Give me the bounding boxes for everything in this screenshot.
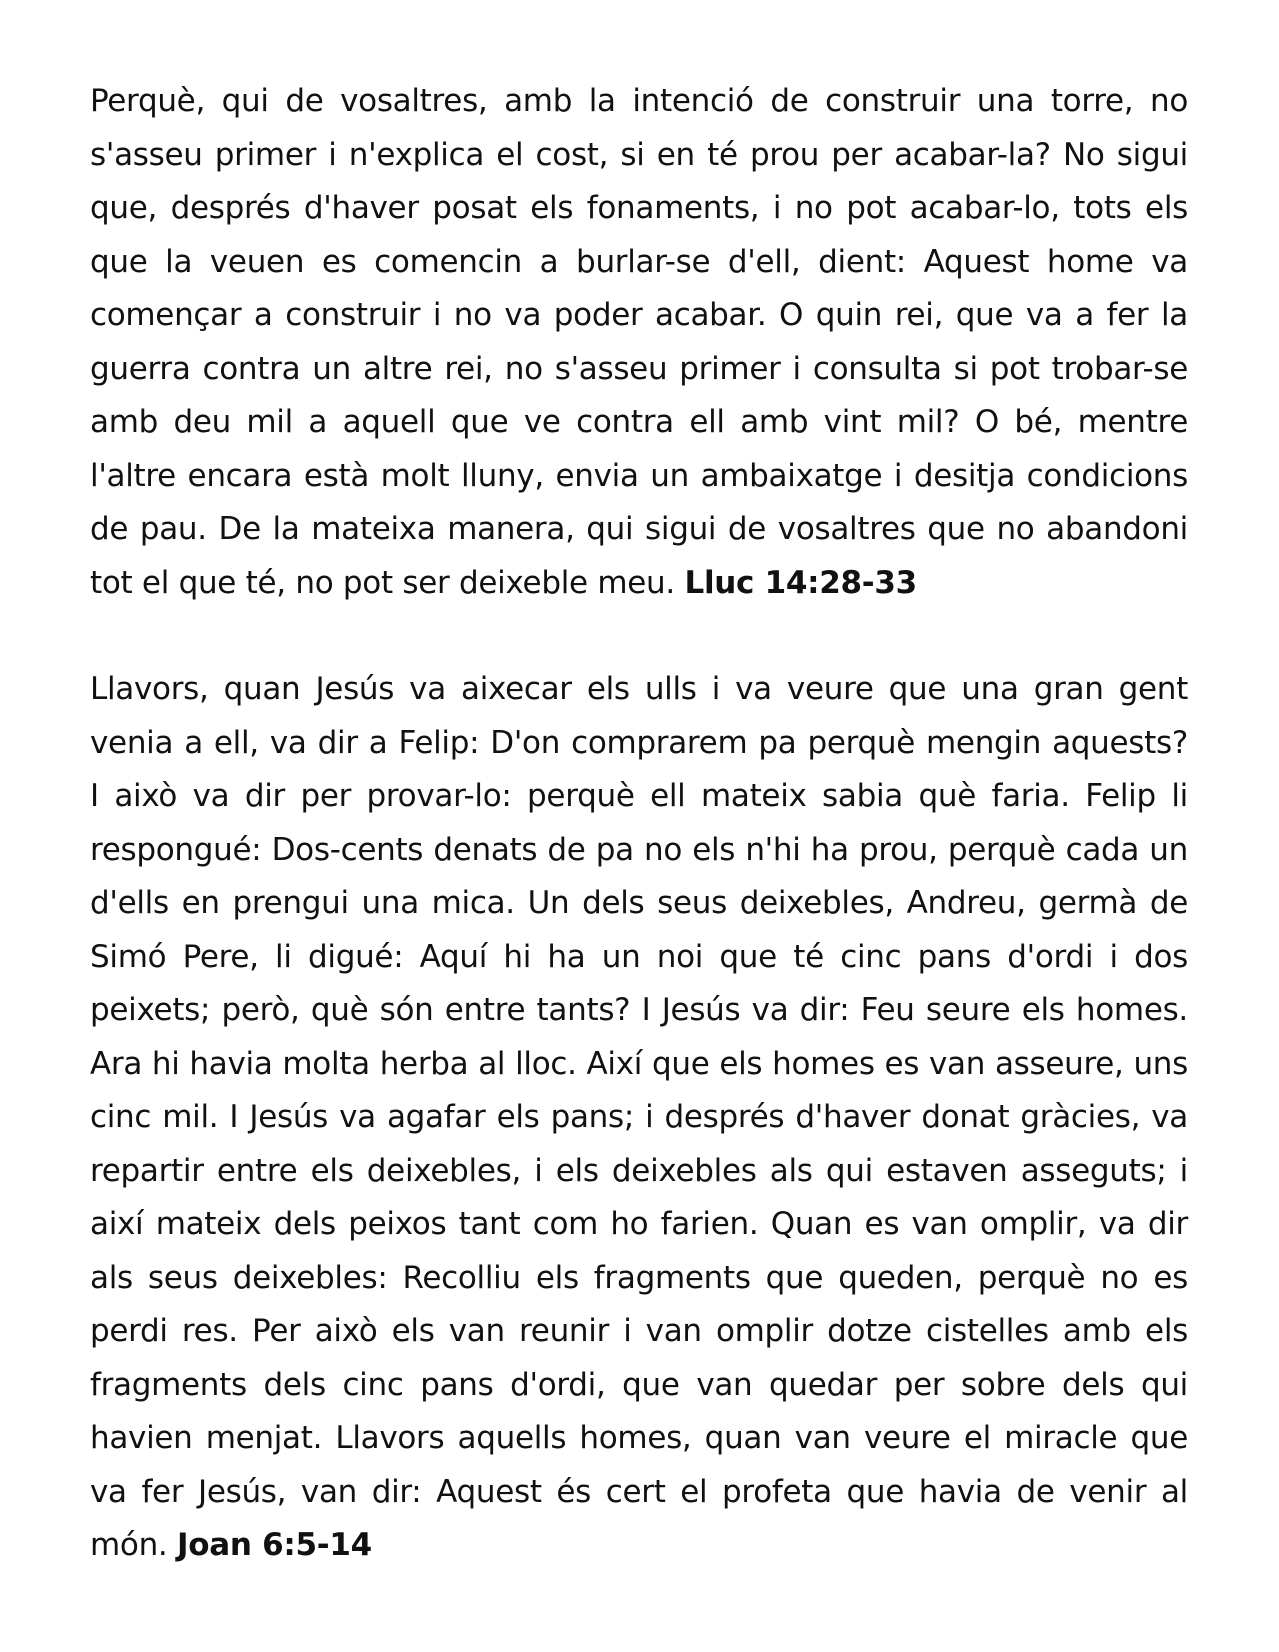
document-page [90,75,1188,1573]
passage-text: Perquè, qui de vosaltres, amb la intenció de construir una torre, no s'asseu primer i n'explica el cost, si en té prou per acabar-la? No sigui que, després d'haver posat els fonaments, i no pot acabar-lo, tots els que la veuen es comencin a burlar-se d'ell, dient: Aquest home va començar a construir i no va poder acabar. O quin rei, que va a fer la guerra contra un altre rei, no s'asseu primer i consulta si pot trobar-se amb deu mil a aquell que ve contra ell amb vint mil? O bé, mentre l'altre encara està molt lluny, envia un ambaixatge i desitja condicions de pau. De la mateixa manera, qui sigui de vosaltres que no abandoni tot el que té, no pot ser deixeble meu. [90,83,1188,601]
passage-john [90,663,1188,1573]
passage-text: Llavors, quan Jesús va aixecar els ulls i va veure que una gran gent venia a ell, va dir a Felip: D'on comprarem pa perquè mengin aquests? I això va dir per provar-lo: perquè ell mateix sabia què faria. Felip li respongué: Dos-cents denats de pa no els n'hi ha prou, perquè cada un d'ells en prengui una mica. Un dels seus deixebles, Andreu, germà de Simó Pere, li digué: Aquí hi ha un noi que té cinc pans d'ordi i dos peixets; però, què són entre tants? I Jesús va dir: Feu seure els homes. Ara hi havia molta herba al lloc. Així que els homes es van asseure, uns cinc mil. I Jesús va agafar els pans; i després d'haver donat gràcies, va repartir entre els deixebles, i els deixebles als qui estaven asseguts; i així mateix dels peixos tant com ho farien. Quan es van omplir, va dir als seus deixebles: Recolliu els fragments que queden, perquè no es perdi res. Per això els van reunir i van omplir dotze cistelles amb els fragments dels cinc pans d'ordi, que van quedar per sobre dels qui havien menjat. Llavors aquells homes, quan van veure el miracle que va fer Jesús, van dir: Aquest és cert el profeta que havia de venir al món. [90,671,1188,1563]
passage-luke [90,75,1188,610]
scripture-reference: Lluc 14:28-33 [684,564,917,601]
scripture-reference: Joan 6:5-14 [177,1527,372,1563]
